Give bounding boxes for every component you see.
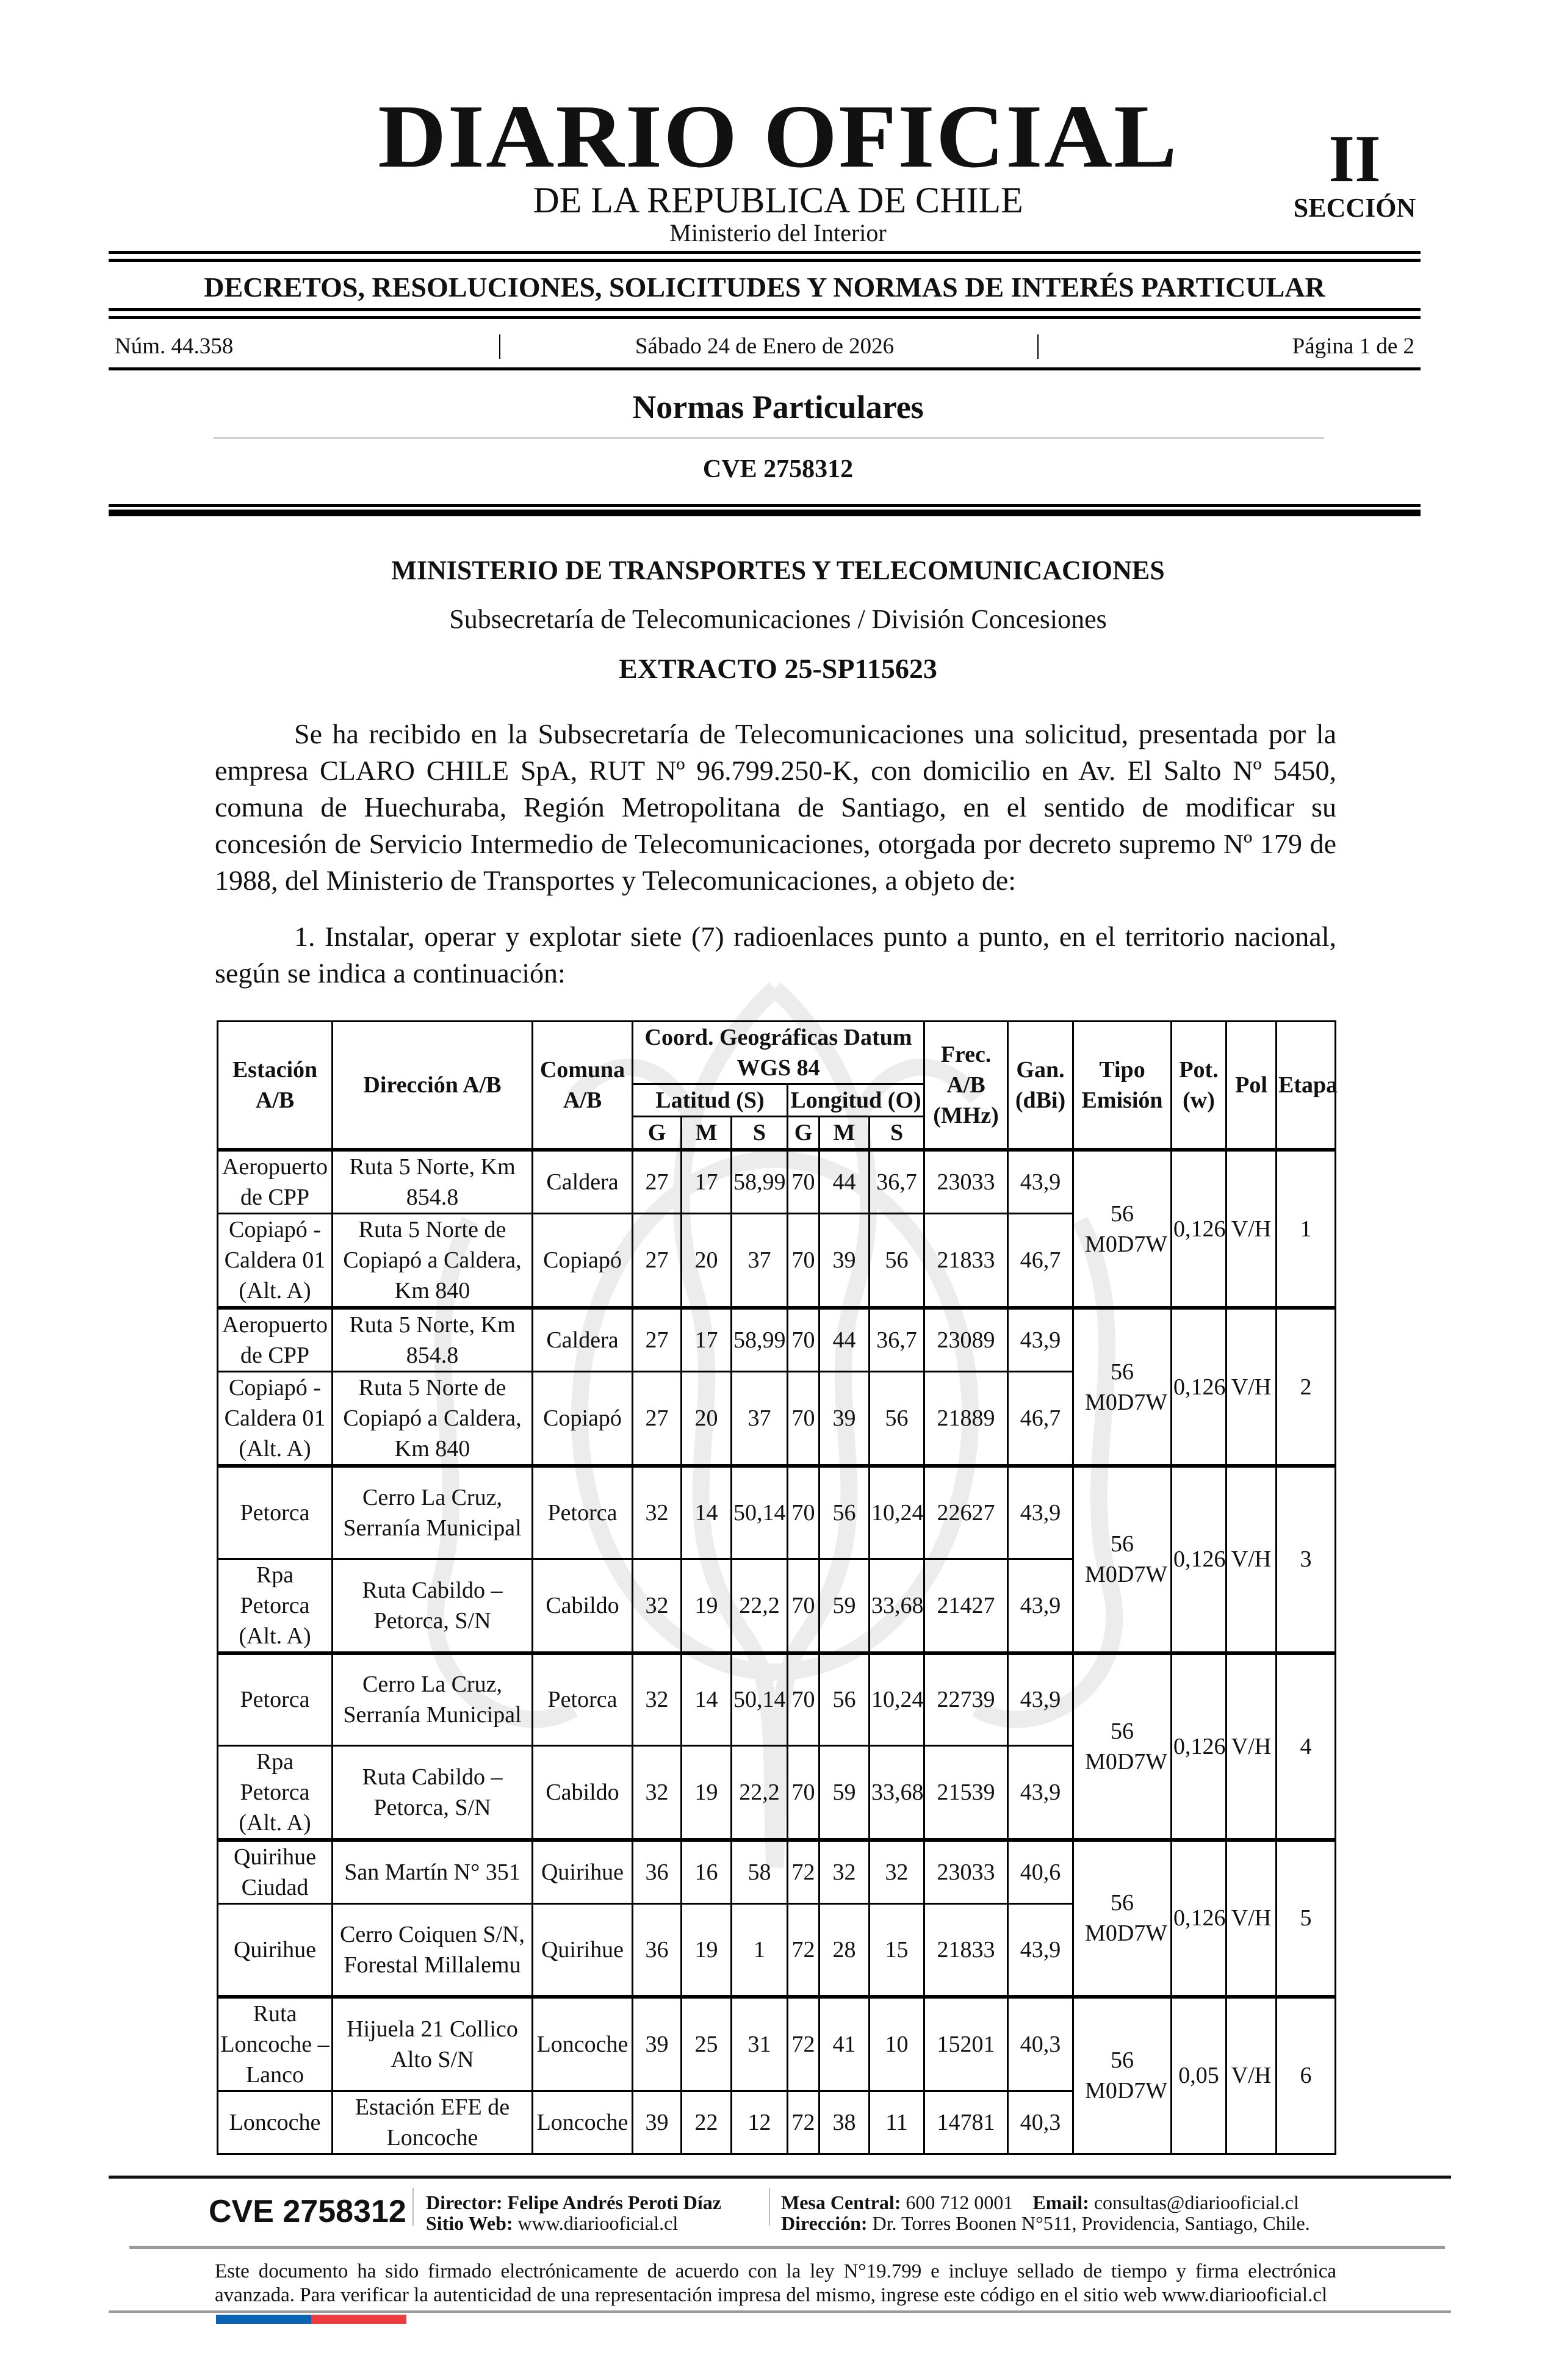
header-polarizacion: Pol bbox=[1226, 1022, 1277, 1150]
cell-lon-g: 72 bbox=[788, 2091, 819, 2154]
cell-lon-s: 33,68 bbox=[870, 1746, 924, 1841]
cell-lon-s: 36,7 bbox=[870, 1150, 924, 1214]
header-rule bbox=[109, 259, 1421, 262]
email-label: Email: bbox=[1032, 2191, 1089, 2213]
header-rule bbox=[109, 316, 1421, 319]
address-value: Dr. Torres Boonen N°511, Providencia, Santiago, Chile. bbox=[872, 2212, 1310, 2234]
cell-estacion: Quirihue Ciudad bbox=[218, 1840, 333, 1904]
cell-lon-g: 72 bbox=[788, 1904, 819, 1997]
cell-estacion: Loncoche bbox=[218, 2091, 333, 2154]
cell-polarizacion: V/H bbox=[1226, 1653, 1277, 1841]
header-rule bbox=[109, 308, 1421, 311]
cell-gan: 43,9 bbox=[1008, 1746, 1073, 1841]
cell-lon-g: 72 bbox=[788, 1997, 819, 2091]
issue-date: Sábado 24 de Enero de 2026 bbox=[635, 334, 895, 359]
cell-lat-g: 32 bbox=[633, 1466, 682, 1559]
header-potencia: Pot. (w) bbox=[1172, 1022, 1226, 1150]
cell-estacion: Quirihue bbox=[218, 1904, 333, 1997]
cell-frec: 23089 bbox=[924, 1308, 1008, 1372]
cell-lon-m: 56 bbox=[819, 1653, 870, 1746]
cell-tipo-emision: 56 M0D7W bbox=[1073, 1308, 1172, 1466]
cell-comuna: Quirihue bbox=[533, 1840, 633, 1904]
footer-legal-notice: Este documento ha sido firmado electrónicamente de acuerdo con la ley N°19.799 e incluye sellado de tiempo y firma electrónica avanzada. Para verificar la autenticidad de una representación impresa del mismo, ingrese este código en el sitio web www.diariooficial.cl bbox=[215, 2260, 1336, 2306]
cell-lat-g: 27 bbox=[633, 1372, 682, 1466]
cell-polarizacion: V/H bbox=[1226, 1150, 1277, 1308]
cell-estacion: Petorca bbox=[218, 1466, 333, 1559]
cell-gan: 43,9 bbox=[1008, 1904, 1073, 1997]
footer-rule bbox=[109, 2176, 1451, 2179]
cell-estacion: Aeropuerto de CPP bbox=[218, 1150, 333, 1214]
cell-polarizacion: V/H bbox=[1226, 1308, 1277, 1466]
header-comuna: Comuna A/B bbox=[533, 1022, 633, 1150]
cell-estacion: Rpa Petorca (Alt. A) bbox=[218, 1746, 333, 1841]
cell-lat-m: 20 bbox=[682, 1214, 732, 1308]
cell-lon-m: 39 bbox=[819, 1372, 870, 1466]
masthead-subtitle: DE LA REPUBLICA DE CHILE bbox=[533, 180, 1023, 220]
cell-estacion: Petorca bbox=[218, 1653, 333, 1746]
cell-gan: 43,9 bbox=[1008, 1150, 1073, 1214]
cell-potencia: 0,126 bbox=[1172, 1466, 1226, 1653]
cell-lat-g: 32 bbox=[633, 1653, 682, 1746]
cell-lon-m: 56 bbox=[819, 1466, 870, 1559]
cell-lat-m: 19 bbox=[682, 1559, 732, 1653]
cell-lon-m: 41 bbox=[819, 1997, 870, 2091]
cell-lat-g: 27 bbox=[633, 1150, 682, 1214]
cell-frec: 21427 bbox=[924, 1559, 1008, 1653]
flag-stripe-blue bbox=[216, 2315, 311, 2324]
cell-comuna: Petorca bbox=[533, 1466, 633, 1559]
cell-comuna: Caldera bbox=[533, 1308, 633, 1372]
footer-divider bbox=[129, 2246, 1445, 2249]
cell-lon-m: 59 bbox=[819, 1746, 870, 1841]
table-row bbox=[218, 1997, 1336, 2091]
separator bbox=[769, 2188, 770, 2226]
cell-lat-m: 14 bbox=[682, 1653, 732, 1746]
header-lon-segundos: S bbox=[870, 1117, 924, 1150]
radio-links-table bbox=[217, 1020, 1336, 2155]
table-row bbox=[218, 1653, 1336, 1746]
cell-lat-g: 32 bbox=[633, 1746, 682, 1841]
cell-gan: 40,3 bbox=[1008, 2091, 1073, 2154]
cell-lon-s: 11 bbox=[870, 2091, 924, 2154]
cell-potencia: 0,126 bbox=[1172, 1150, 1226, 1308]
header-frecuencia: Frec. A/B (MHz) bbox=[924, 1022, 1008, 1150]
cell-lat-s: 1 bbox=[732, 1904, 788, 1997]
cell-comuna: Loncoche bbox=[533, 1997, 633, 2091]
cell-comuna: Cabildo bbox=[533, 1559, 633, 1653]
extracto-heading: EXTRACTO 25-SP115623 bbox=[619, 653, 937, 684]
cell-tipo-emision: 56 M0D7W bbox=[1073, 1466, 1172, 1653]
cell-lon-g: 70 bbox=[788, 1559, 819, 1653]
header-coordinates: Coord. Geográficas Datum WGS 84 bbox=[633, 1022, 924, 1084]
issue-info-row bbox=[109, 334, 1421, 359]
cell-lat-s: 22,2 bbox=[732, 1746, 788, 1841]
cell-direccion: San Martín N° 351 bbox=[333, 1840, 533, 1904]
cell-lon-g: 70 bbox=[788, 1214, 819, 1308]
header-rule bbox=[109, 367, 1421, 370]
footer-divider bbox=[109, 2310, 1451, 2313]
section-title: Normas Particulares bbox=[632, 389, 924, 425]
cell-lon-s: 10 bbox=[870, 1997, 924, 2091]
cell-lon-s: 33,68 bbox=[870, 1559, 924, 1653]
cell-comuna: Quirihue bbox=[533, 1904, 633, 1997]
cell-etapa: 2 bbox=[1277, 1308, 1336, 1466]
cell-frec: 21833 bbox=[924, 1214, 1008, 1308]
cell-direccion: Ruta 5 Norte, Km 854.8 bbox=[333, 1150, 533, 1214]
cell-comuna: Copiapó bbox=[533, 1214, 633, 1308]
header-etapa: Etapa bbox=[1277, 1022, 1336, 1150]
phone-value: 600 712 0001 bbox=[906, 2191, 1014, 2213]
cell-direccion: Cerro La Cruz, Serranía Municipal bbox=[333, 1466, 533, 1559]
cell-direccion: Cerro Coiquen S/N, Forestal Millalemu bbox=[333, 1904, 533, 1997]
header-longitud: Longitud (O) bbox=[788, 1084, 924, 1117]
table-row bbox=[218, 1840, 1336, 1904]
header-lon-minutos: M bbox=[819, 1117, 870, 1150]
cell-lat-m: 25 bbox=[682, 1997, 732, 2091]
header-rule bbox=[109, 504, 1421, 507]
cell-gan: 40,6 bbox=[1008, 1840, 1073, 1904]
cell-etapa: 5 bbox=[1277, 1840, 1336, 1997]
cell-lon-m: 32 bbox=[819, 1840, 870, 1904]
cell-polarizacion: V/H bbox=[1226, 1997, 1277, 2154]
cell-lat-m: 17 bbox=[682, 1150, 732, 1214]
cell-lon-g: 70 bbox=[788, 1372, 819, 1466]
header-estacion: Estación A/B bbox=[218, 1022, 333, 1150]
header-lat-grados: G bbox=[633, 1117, 682, 1150]
cell-lon-m: 44 bbox=[819, 1308, 870, 1372]
cell-frec: 14781 bbox=[924, 2091, 1008, 2154]
separator bbox=[1037, 334, 1039, 359]
header-lat-minutos: M bbox=[682, 1117, 732, 1150]
header-lon-grados: G bbox=[788, 1117, 819, 1150]
email-link[interactable]: consultas@diariooficial.cl bbox=[1093, 2191, 1299, 2213]
header-ganancia: Gan. (dBi) bbox=[1008, 1022, 1073, 1150]
cell-polarizacion: V/H bbox=[1226, 1466, 1277, 1653]
page-indicator: Página 1 de 2 bbox=[1292, 334, 1414, 359]
cell-comuna: Copiapó bbox=[533, 1372, 633, 1466]
cell-gan: 46,7 bbox=[1008, 1214, 1073, 1308]
website-link[interactable]: www.diariooficial.cl bbox=[517, 2212, 679, 2234]
header-latitud: Latitud (S) bbox=[633, 1084, 788, 1117]
cell-lat-s: 58,99 bbox=[732, 1308, 788, 1372]
cell-lat-m: 20 bbox=[682, 1372, 732, 1466]
header-rule bbox=[109, 510, 1421, 516]
cell-frec: 23033 bbox=[924, 1840, 1008, 1904]
issue-number: Núm. 44.358 bbox=[115, 334, 234, 359]
cell-lon-s: 15 bbox=[870, 1904, 924, 1997]
cell-lon-g: 70 bbox=[788, 1150, 819, 1214]
divider bbox=[214, 437, 1324, 439]
cell-gan: 40,3 bbox=[1008, 1997, 1073, 2091]
cell-frec: 22627 bbox=[924, 1466, 1008, 1559]
cell-potencia: 0,05 bbox=[1172, 1997, 1226, 2154]
header-rule bbox=[109, 251, 1421, 254]
cell-polarizacion: V/H bbox=[1226, 1840, 1277, 1997]
cell-lat-s: 50,14 bbox=[732, 1466, 788, 1559]
section-label: SECCIÓN bbox=[1293, 193, 1416, 223]
director-name: Felipe Andrés Peroti Díaz bbox=[507, 2191, 721, 2213]
phone-label: Mesa Central: bbox=[781, 2191, 901, 2213]
cell-comuna: Petorca bbox=[533, 1653, 633, 1746]
cell-lon-s: 56 bbox=[870, 1214, 924, 1308]
cell-lat-s: 50,14 bbox=[732, 1653, 788, 1746]
cell-lat-s: 12 bbox=[732, 2091, 788, 2154]
cell-gan: 43,9 bbox=[1008, 1653, 1073, 1746]
cve-heading: CVE 2758312 bbox=[702, 455, 854, 483]
cell-tipo-emision: 56 M0D7W bbox=[1073, 1653, 1172, 1841]
cell-direccion: Ruta 5 Norte, Km 854.8 bbox=[333, 1308, 533, 1372]
cell-lon-m: 39 bbox=[819, 1214, 870, 1308]
cell-lat-s: 22,2 bbox=[732, 1559, 788, 1653]
cell-potencia: 0,126 bbox=[1172, 1653, 1226, 1841]
cell-tipo-emision: 56 M0D7W bbox=[1073, 1997, 1172, 2154]
cell-frec: 22739 bbox=[924, 1653, 1008, 1746]
header-tipo-emision: Tipo Emisión bbox=[1073, 1022, 1172, 1150]
header-direccion: Dirección A/B bbox=[333, 1022, 533, 1150]
table-row bbox=[218, 1308, 1336, 1372]
cell-tipo-emision: 56 M0D7W bbox=[1073, 1150, 1172, 1308]
cell-lat-g: 27 bbox=[633, 1214, 682, 1308]
separator bbox=[412, 2188, 414, 2226]
cell-direccion: Ruta 5 Norte de Copiapó a Caldera, Km 840 bbox=[333, 1372, 533, 1466]
cell-direccion: Estación EFE de Loncoche bbox=[333, 2091, 533, 2154]
masthead-title: DIARIO OFICIAL bbox=[378, 87, 1178, 187]
cell-frec: 21889 bbox=[924, 1372, 1008, 1466]
cell-lat-g: 32 bbox=[633, 1559, 682, 1653]
cell-lat-s: 58 bbox=[732, 1840, 788, 1904]
cell-lon-s: 56 bbox=[870, 1372, 924, 1466]
cell-direccion: Cerro La Cruz, Serranía Municipal bbox=[333, 1653, 533, 1746]
cell-gan: 43,9 bbox=[1008, 1559, 1073, 1653]
cell-lat-g: 39 bbox=[633, 1997, 682, 2091]
body-paragraph: Se ha recibido en la Subsecretaría de Telecomunicaciones una solicitud, presentada por la empresa CLARO CHILE SpA, RUT Nº 96.799.250-K, con domicilio en Av. El Salto Nº 5450, comuna de Huechuraba, Región Metropolitana de Santiago, en el sentido de modificar su concesión de Servicio Intermedio de Telecomunicaciones, otorgada por decreto supremo Nº 179 de 1988, del Ministerio de Transportes y Telecomunicaciones, a objeto de: bbox=[215, 718, 1336, 896]
cell-etapa: 6 bbox=[1277, 1997, 1336, 2154]
cell-lon-g: 70 bbox=[788, 1653, 819, 1746]
cell-estacion: Copiapó - Caldera 01 (Alt. A) bbox=[218, 1372, 333, 1466]
cell-frec: 21539 bbox=[924, 1746, 1008, 1841]
cell-estacion: Copiapó - Caldera 01 (Alt. A) bbox=[218, 1214, 333, 1308]
cell-lon-m: 38 bbox=[819, 2091, 870, 2154]
cell-comuna: Cabildo bbox=[533, 1746, 633, 1841]
cell-lat-s: 31 bbox=[732, 1997, 788, 2091]
cell-frec: 21833 bbox=[924, 1904, 1008, 1997]
footer-director-block bbox=[426, 2192, 721, 2234]
footer-cve: CVE 2758312 bbox=[209, 2194, 406, 2229]
cell-direccion: Hijuela 21 Collico Alto S/N bbox=[333, 1997, 533, 2091]
cell-lon-g: 70 bbox=[788, 1308, 819, 1372]
cell-lon-s: 10,24 bbox=[870, 1466, 924, 1559]
cell-tipo-emision: 56 M0D7W bbox=[1073, 1840, 1172, 1997]
cell-estacion: Ruta Loncoche – Lanco bbox=[218, 1997, 333, 2091]
cell-etapa: 4 bbox=[1277, 1653, 1336, 1841]
header-lat-segundos: S bbox=[732, 1117, 788, 1150]
cell-lat-s: 37 bbox=[732, 1372, 788, 1466]
cell-potencia: 0,126 bbox=[1172, 1840, 1226, 1997]
section-indicator bbox=[1281, 121, 1428, 223]
cell-potencia: 0,126 bbox=[1172, 1308, 1226, 1466]
cell-lat-s: 37 bbox=[732, 1214, 788, 1308]
cell-gan: 43,9 bbox=[1008, 1466, 1073, 1559]
website-label: Sitio Web: bbox=[426, 2212, 513, 2234]
cell-lon-m: 28 bbox=[819, 1904, 870, 1997]
cell-lon-s: 10,24 bbox=[870, 1653, 924, 1746]
cell-frec: 23033 bbox=[924, 1150, 1008, 1214]
cell-lat-m: 16 bbox=[682, 1840, 732, 1904]
cell-lon-g: 72 bbox=[788, 1840, 819, 1904]
cell-lon-s: 32 bbox=[870, 1840, 924, 1904]
cell-lon-s: 36,7 bbox=[870, 1308, 924, 1372]
cell-lat-g: 36 bbox=[633, 1904, 682, 1997]
cell-lon-g: 70 bbox=[788, 1466, 819, 1559]
cell-lon-m: 59 bbox=[819, 1559, 870, 1653]
body-paragraph: 1. Instalar, operar y explotar siete (7) radioenlaces punto a punto, en el territorio nacional, según se indica a continuación: bbox=[215, 921, 1336, 989]
footer-contact-block bbox=[781, 2192, 1310, 2234]
cell-direccion: Ruta Cabildo – Petorca, S/N bbox=[333, 1746, 533, 1841]
cell-gan: 43,9 bbox=[1008, 1308, 1073, 1372]
cell-estacion: Rpa Petorca (Alt. A) bbox=[218, 1559, 333, 1653]
director-label: Director: bbox=[426, 2191, 503, 2213]
cell-lat-m: 19 bbox=[682, 1746, 732, 1841]
subsecretaria-heading: Subsecretaría de Telecomunicaciones / División Concesiones bbox=[449, 604, 1107, 634]
cell-lat-m: 17 bbox=[682, 1308, 732, 1372]
table-row bbox=[218, 1150, 1336, 1214]
cell-lat-g: 39 bbox=[633, 2091, 682, 2154]
masthead-ministry: Ministerio del Interior bbox=[669, 219, 887, 247]
cell-direccion: Ruta Cabildo – Petorca, S/N bbox=[333, 1559, 533, 1653]
table-body bbox=[218, 1150, 1336, 2154]
cell-etapa: 1 bbox=[1277, 1150, 1336, 1308]
section-number: II bbox=[1328, 121, 1381, 196]
category-banner: DECRETOS, RESOLUCIONES, SOLICITUDES Y NORMAS DE INTERÉS PARTICULAR bbox=[204, 272, 1325, 303]
cell-lat-m: 14 bbox=[682, 1466, 732, 1559]
cell-direccion: Ruta 5 Norte de Copiapó a Caldera, Km 840 bbox=[333, 1214, 533, 1308]
cell-estacion: Aeropuerto de CPP bbox=[218, 1308, 333, 1372]
ministry-heading: MINISTERIO DE TRANSPORTES Y TELECOMUNICACIONES bbox=[391, 555, 1165, 585]
cell-frec: 15201 bbox=[924, 1997, 1008, 2091]
cell-gan: 46,7 bbox=[1008, 1372, 1073, 1466]
cell-lat-g: 27 bbox=[633, 1308, 682, 1372]
cell-comuna: Loncoche bbox=[533, 2091, 633, 2154]
cell-lon-g: 70 bbox=[788, 1746, 819, 1841]
table-row bbox=[218, 1466, 1336, 1559]
address-label: Dirección: bbox=[781, 2212, 868, 2234]
cell-lon-m: 44 bbox=[819, 1150, 870, 1214]
cell-comuna: Caldera bbox=[533, 1150, 633, 1214]
cell-lat-s: 58,99 bbox=[732, 1150, 788, 1214]
cell-etapa: 3 bbox=[1277, 1466, 1336, 1653]
cell-lat-g: 36 bbox=[633, 1840, 682, 1904]
flag-stripe-red bbox=[311, 2315, 406, 2324]
cell-lat-m: 19 bbox=[682, 1904, 732, 1997]
cell-lat-m: 22 bbox=[682, 2091, 732, 2154]
